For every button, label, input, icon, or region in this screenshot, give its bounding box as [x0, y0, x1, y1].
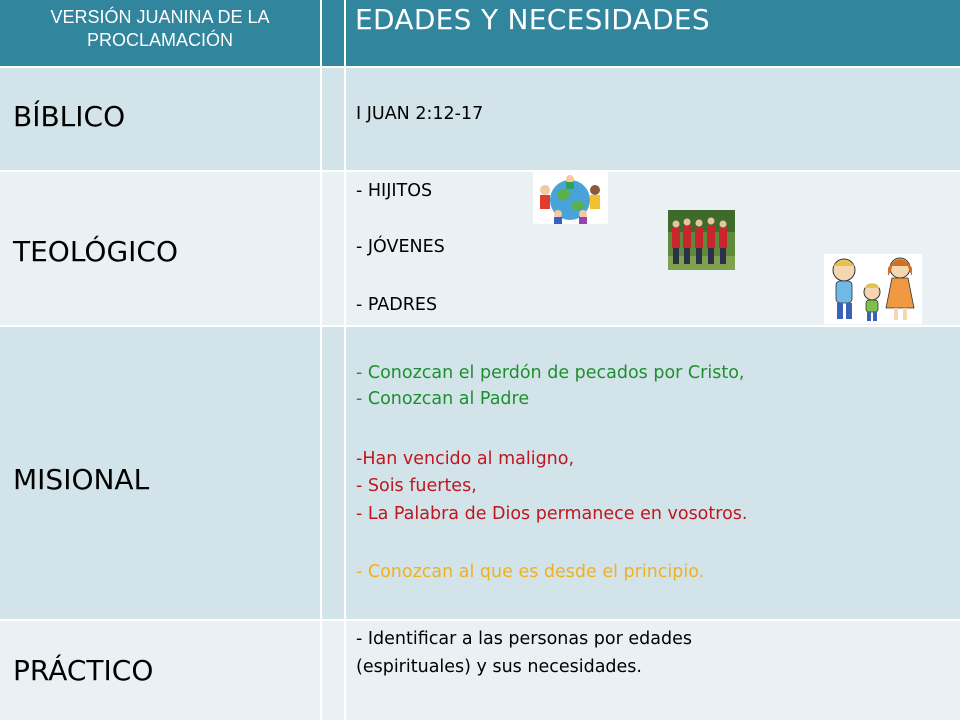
- row-spacer-cell: [322, 68, 344, 170]
- header-title-cell: [346, 0, 960, 66]
- row-label-cell: [0, 621, 320, 720]
- table-header-row: [0, 0, 960, 66]
- youth-group-image: [668, 210, 735, 270]
- practical-line-1: - Identificar a las personas por edades: [356, 629, 692, 649]
- table-row-teologico: [0, 172, 960, 325]
- list-item-jovenes: - JÓVENES: [356, 237, 445, 257]
- header-version-line1: VERSIÓN JUANINA DE LA: [50, 7, 270, 27]
- family-cartoon-image: [824, 254, 922, 324]
- mission-line-1: - Conozcan el perdón de pecados por Cristo,: [356, 363, 745, 383]
- mission-line-4: - Sois fuertes,: [356, 476, 477, 496]
- row-content-cell: [346, 68, 960, 170]
- mission-line-2: - Conozcan al Padre: [356, 389, 530, 409]
- page-title: EDADES Y NECESIDADES: [355, 3, 711, 36]
- row-spacer-cell: [322, 621, 344, 720]
- header-spacer-cell: [322, 0, 344, 66]
- mission-line-3: -Han vencido al maligno,: [356, 449, 575, 469]
- header-version-cell: [0, 0, 320, 66]
- row-label-biblico: BÍBLICO: [13, 100, 126, 133]
- mission-line-6: - Conozcan al que es desde el principio.: [356, 562, 705, 582]
- bible-reference: I JUAN 2:12-17: [356, 104, 484, 124]
- row-content-cell: [346, 327, 960, 619]
- children-globe-image: [533, 172, 608, 224]
- row-label-cell: [0, 327, 320, 619]
- list-item-hijitos: - HIJITOS: [356, 181, 433, 201]
- row-label-teologico: TEOLÓGICO: [13, 235, 179, 268]
- row-label-cell: [0, 68, 320, 170]
- practical-line-2: (espirituales) y sus necesidades.: [356, 657, 642, 677]
- mission-line-5: - La Palabra de Dios permanece en vosotros.: [356, 504, 748, 524]
- row-content-cell: [346, 621, 960, 720]
- table-row-misional: [0, 327, 960, 619]
- row-label-cell: [0, 172, 320, 325]
- table-row-practico: [0, 621, 960, 720]
- row-spacer-cell: [322, 327, 344, 619]
- row-label-misional: MISIONAL: [13, 463, 150, 496]
- row-label-practico: PRÁCTICO: [13, 654, 154, 687]
- table-row-biblico: [0, 68, 960, 170]
- header-version-line2: PROCLAMACIÓN: [86, 30, 234, 50]
- row-spacer-cell: [322, 172, 344, 325]
- list-item-padres: - PADRES: [356, 295, 438, 315]
